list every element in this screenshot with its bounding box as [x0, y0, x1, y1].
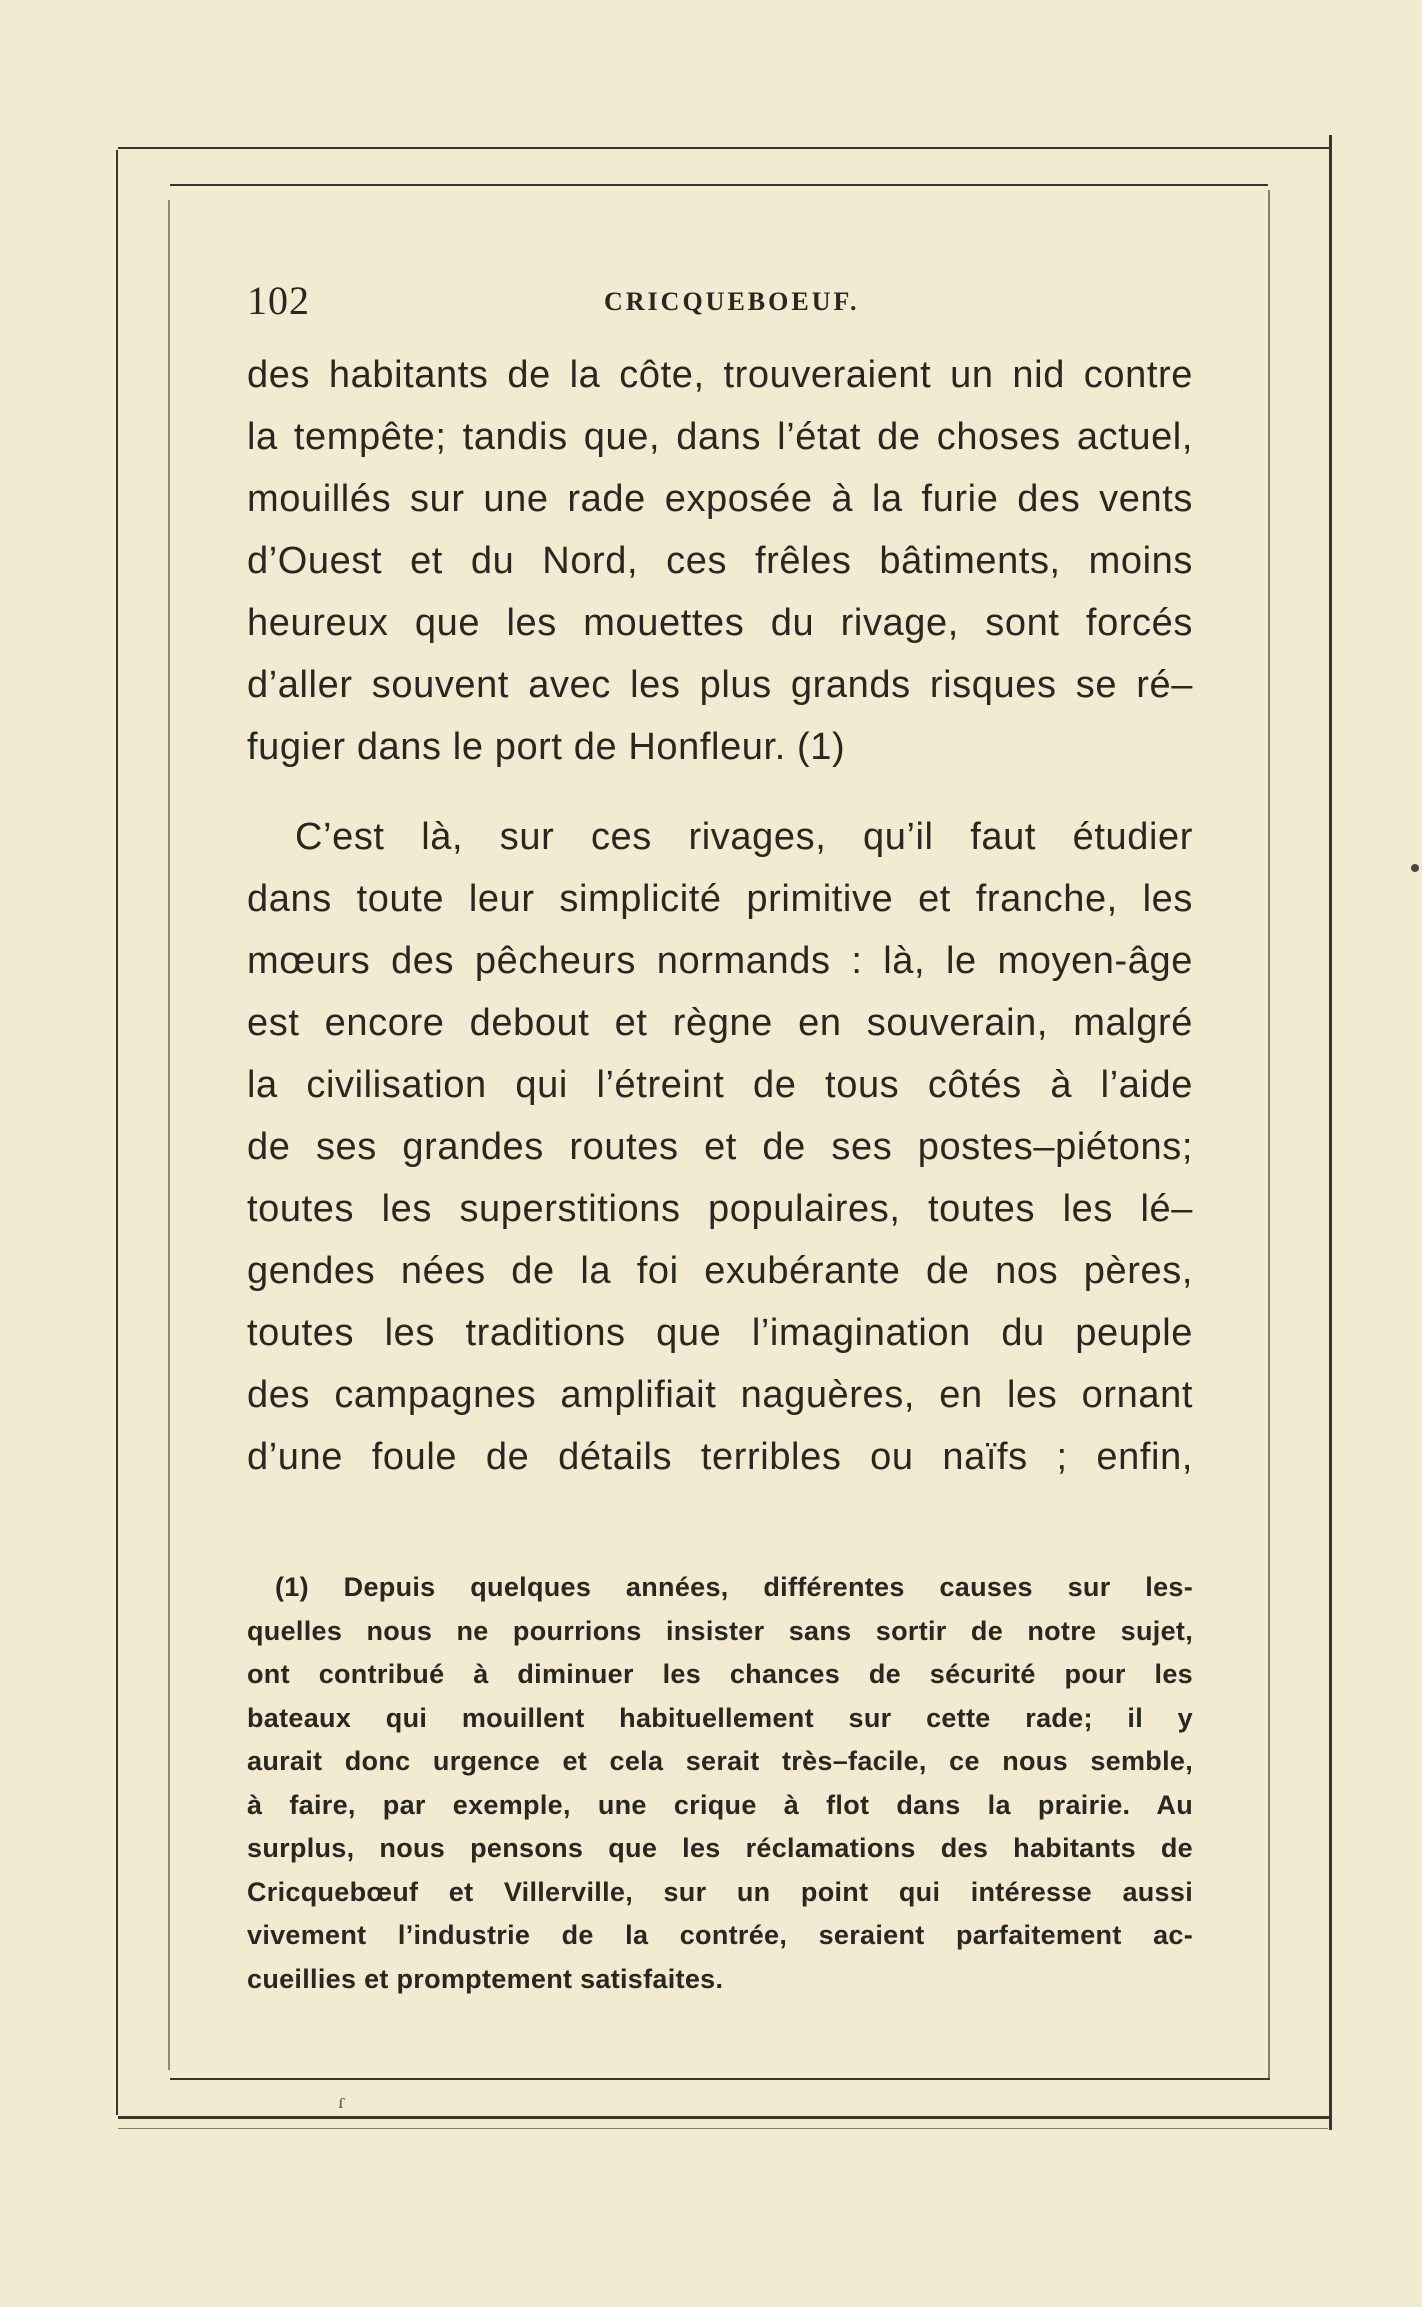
- text-line: la civilisation qui l’étreint de tous côtés à l’aide: [247, 1064, 1193, 1106]
- margin-mark: ɾ: [338, 2088, 346, 2113]
- text-line: toutes les traditions que l’imagination du peuple: [247, 1312, 1193, 1354]
- footnote-line: (1) Depuis quelques années, différentes causes sur les-: [275, 1572, 1193, 1602]
- footnote-line: à faire, par exemple, une crique à flot dans la prairie. Au: [247, 1789, 1193, 1820]
- paragraph-1: [247, 344, 1193, 778]
- text-line: d’Ouest et du Nord, ces frêles bâtiments, moins: [247, 540, 1193, 582]
- footnote: [247, 1566, 1193, 2001]
- body-text: [247, 344, 1193, 1488]
- text-line: est encore debout et règne en souverain, malgré: [247, 1002, 1193, 1044]
- text-line: des habitants de la côte, trouveraient un nid contre: [247, 354, 1193, 396]
- frame-bottom-extra-rule: [118, 2128, 1328, 2129]
- text-line: d’une foule de détails terribles ou naïfs ; enfin,: [247, 1436, 1193, 1478]
- text-line: mouillés sur une rade exposée à la furie des vents: [247, 478, 1193, 520]
- frame-bottom-inner-rule: [170, 2078, 1270, 2080]
- footnote-line: cueillies et promptement satisfaites.: [247, 1963, 724, 1994]
- footnote-line: quelles nous ne pourrions insister sans sortir de notre sujet,: [247, 1615, 1193, 1646]
- page-header: [247, 276, 1197, 326]
- footnote-line: surplus, nous pensons que les réclamations des habitants de: [247, 1833, 1193, 1863]
- frame-top-inner-rule: [170, 184, 1268, 186]
- text-line: toutes les superstitions populaires, toutes les lé–: [247, 1188, 1193, 1230]
- page-number: 102: [247, 278, 310, 323]
- frame-right-outer-rule: [1329, 135, 1332, 2130]
- footnote-line: vivement l’industrie de la contrée, seraient parfaitement ac-: [247, 1920, 1193, 1950]
- text-line: fugier dans le port de Honfleur. (1): [247, 726, 846, 768]
- frame-bottom-outer-rule: [118, 2116, 1330, 2119]
- paragraph-2: [247, 806, 1193, 1488]
- text-line: gendes nées de la foi exubérante de nos pères,: [247, 1250, 1193, 1292]
- text-line: la tempête; tandis que, dans l’état de choses actuel,: [247, 416, 1193, 458]
- text-line: C’est là, sur ces rivages, qu’il faut étudier: [295, 816, 1193, 858]
- text-line: d’aller souvent avec les plus grands risques se ré–: [247, 664, 1193, 706]
- footnote-line: Cricquebœuf et Villerville, sur un point qui intéresse aussi: [247, 1876, 1193, 1907]
- footnote-line: ont contribué à diminuer les chances de sécurité pour les: [247, 1659, 1193, 1689]
- frame-left-inner-rule: [168, 200, 170, 2070]
- text-line: des campagnes amplifiait naguères, en les ornant: [247, 1374, 1193, 1416]
- running-head: CRICQUEBOEUF.: [604, 287, 860, 316]
- margin-dot: [1411, 864, 1419, 872]
- text-line: de ses grandes routes et de ses postes–piétons;: [247, 1126, 1193, 1168]
- footnote-line: bateaux qui mouillent habituellement sur cette rade; il y: [247, 1702, 1193, 1733]
- text-line: heureux que les mouettes du rivage, sont forcés: [247, 602, 1193, 644]
- text-line: mœurs des pêcheurs normands : là, le moyen-âge: [247, 940, 1193, 982]
- frame-left-outer-rule: [116, 150, 118, 2115]
- frame-right-inner-rule: [1268, 190, 1270, 2080]
- frame-top-outer-rule: [118, 147, 1330, 149]
- footnote-line: aurait donc urgence et cela serait très–facile, ce nous semble,: [247, 1746, 1193, 1776]
- text-line: dans toute leur simplicité primitive et franche, les: [247, 878, 1193, 920]
